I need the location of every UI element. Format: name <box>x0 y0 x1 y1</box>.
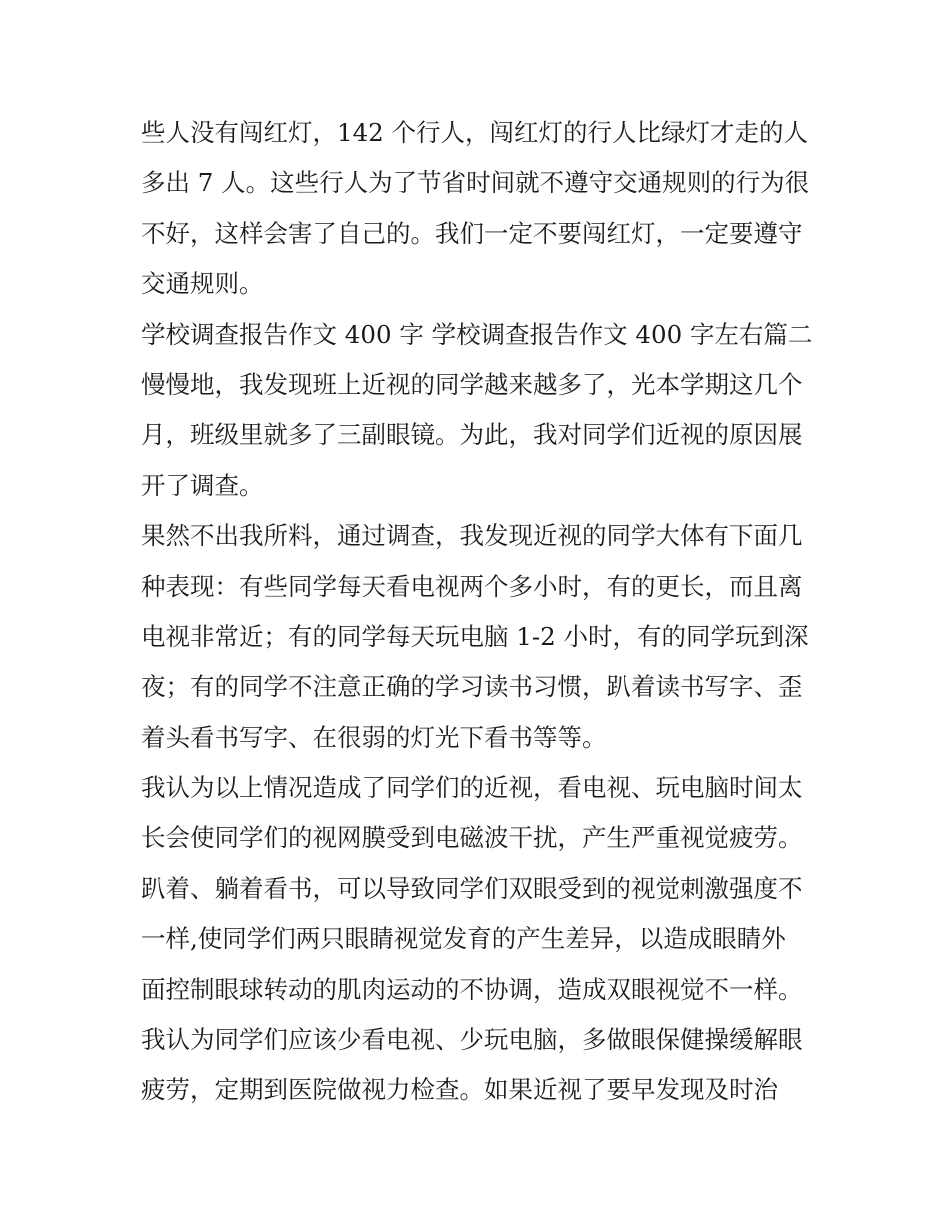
text-line: 慢慢地，我发现班上近视的同学越来越多了，光本学期这几个 <box>141 369 803 399</box>
text-line: 些人没有闯红灯，142 个行人，闯红灯的行人比绿灯才走的人 <box>141 118 809 147</box>
text-line: 交通规则。 <box>141 269 264 299</box>
text-line: 种表现：有些同学每天看电视两个多小时，有的更长，而且离 <box>141 571 803 601</box>
text-line: 果然不出我所料，通过调查，我发现近视的同学大体有下面几 <box>141 521 803 551</box>
text-line: 月，班级里就多了三副眼镜。为此，我对同学们近视的原因展 <box>141 420 803 450</box>
text-line: 不好，这样会害了自己的。我们一定不要闯红灯，一定要遵守 <box>141 218 803 248</box>
text-line: 疲劳，定期到医院做视力检查。如果近视了要早发现及时治 <box>141 1075 778 1105</box>
text-line: 面控制眼球转动的肌肉运动的不协调，造成双眼视觉不一样。 <box>141 974 803 1004</box>
text-line: 多出 7 人。这些行人为了节省时间就不遵守交通规则的行为很 <box>141 168 810 198</box>
section-heading-line: 学校调查报告作文 400 字 学校调查报告作文 400 字左右篇二 <box>141 319 813 349</box>
text-line: 趴着、躺着看书，可以导致同学们双眼受到的视觉刺激强度不 <box>141 873 803 903</box>
text-line: 我认为同学们应该少看电视、少玩电脑，多做眼保健操缓解眼 <box>141 1025 803 1055</box>
text-line: 一样,使同学们两只眼睛视觉发育的产生差异，以造成眼睛外 <box>141 924 786 954</box>
text-line: 长会使同学们的视网膜受到电磁波干扰，产生严重视觉疲劳。 <box>141 823 803 853</box>
text-line: 着头看书写字、在很弱的灯光下看书等等。 <box>141 722 607 752</box>
document-body-text <box>141 108 821 1116</box>
text-line: 开了调查。 <box>141 470 264 500</box>
text-line: 夜；有的同学不注意正确的学习读书习惯，趴着读书写字、歪 <box>141 672 803 702</box>
text-line: 我认为以上情况造成了同学们的近视，看电视、玩电脑时间太 <box>141 773 803 803</box>
text-line: 电视非常近；有的同学每天玩电脑 1-2 小时，有的同学玩到深 <box>141 621 809 651</box>
